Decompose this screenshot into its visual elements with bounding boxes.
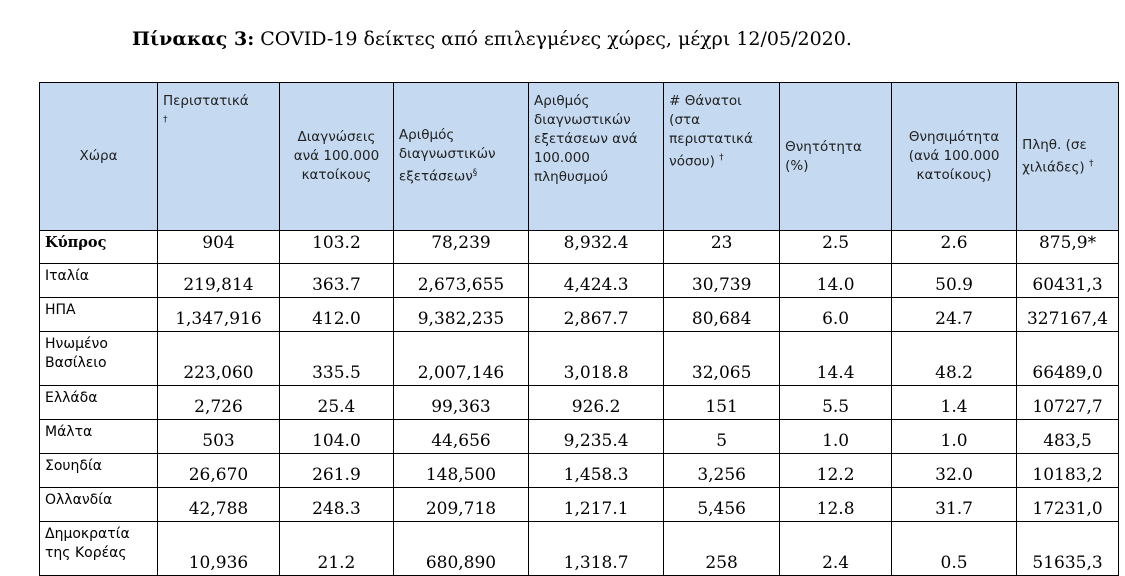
cell-tests-per-100k: 9,235.4 <box>529 420 664 454</box>
cell-diag-per-100k: 25.4 <box>279 386 393 420</box>
cell-tests-per-100k: 4,424.3 <box>529 264 664 298</box>
cell-cases: 42,788 <box>157 488 279 522</box>
table-row <box>40 488 1119 522</box>
cell-tests-per-100k: 1,458.3 <box>529 454 664 488</box>
cell-country: Μάλτα <box>40 420 158 454</box>
cell-cases: 219,814 <box>157 264 279 298</box>
header-diag-per-100k: Διαγνώσεις ανά 100.000 κατοίκους <box>279 83 393 231</box>
cell-country: Ελλάδα <box>40 386 158 420</box>
table-row <box>40 298 1119 332</box>
cell-cfr: 14.0 <box>780 264 892 298</box>
header-population: Πληθ. (σε χιλιάδες) † <box>1017 83 1119 231</box>
cell-country: ΗΠΑ <box>40 298 158 332</box>
cell-tests: 148,500 <box>393 454 528 488</box>
cell-mortality: 2.6 <box>892 231 1017 264</box>
header-tests: Αριθμός διαγνωστικών εξετάσεων§ <box>393 83 528 231</box>
table-row <box>40 264 1119 298</box>
cell-country: Ηνωμένο Βασίλειο <box>40 332 158 386</box>
cell-tests: 78,239 <box>393 231 528 264</box>
cell-diag-per-100k: 261.9 <box>279 454 393 488</box>
cell-population: 483,5 <box>1017 420 1119 454</box>
cell-country: Ιταλία <box>40 264 158 298</box>
cell-mortality: 50.9 <box>892 264 1017 298</box>
cell-deaths: 151 <box>664 386 780 420</box>
cell-cfr: 12.2 <box>780 454 892 488</box>
cell-cfr: 6.0 <box>780 298 892 332</box>
cell-country: Κύπρος <box>40 231 158 264</box>
table-row <box>40 231 1119 264</box>
cell-tests-per-100k: 8,932.4 <box>529 231 664 264</box>
cell-mortality: 31.7 <box>892 488 1017 522</box>
table-row <box>40 522 1119 576</box>
cell-deaths: 258 <box>664 522 780 576</box>
cell-diag-per-100k: 104.0 <box>279 420 393 454</box>
cell-deaths: 3,256 <box>664 454 780 488</box>
covid-indicators-table <box>39 82 1119 576</box>
cell-diag-per-100k: 103.2 <box>279 231 393 264</box>
cell-cases: 10,936 <box>157 522 279 576</box>
cell-population: 66489,0 <box>1017 332 1119 386</box>
cell-mortality: 1.0 <box>892 420 1017 454</box>
cell-population: 51635,3 <box>1017 522 1119 576</box>
cell-deaths: 30,739 <box>664 264 780 298</box>
cell-population: 10183,2 <box>1017 454 1119 488</box>
cell-mortality: 1.4 <box>892 386 1017 420</box>
header-country: Χώρα <box>40 83 158 231</box>
cell-cfr: 14.4 <box>780 332 892 386</box>
cell-cfr: 1.0 <box>780 420 892 454</box>
cell-tests-per-100k: 1,217.1 <box>529 488 664 522</box>
cell-deaths: 5 <box>664 420 780 454</box>
cell-population: 875,9* <box>1017 231 1119 264</box>
cell-population: 17231,0 <box>1017 488 1119 522</box>
cell-deaths: 5,456 <box>664 488 780 522</box>
cell-mortality: 32.0 <box>892 454 1017 488</box>
cell-cases: 26,670 <box>157 454 279 488</box>
header-row <box>40 83 1119 231</box>
cell-mortality: 24.7 <box>892 298 1017 332</box>
cell-tests: 99,363 <box>393 386 528 420</box>
table-row <box>40 332 1119 386</box>
header-cfr: Θνητότητα (%) <box>780 83 892 231</box>
cell-tests-per-100k: 1,318.7 <box>529 522 664 576</box>
cell-cases: 2,726 <box>157 386 279 420</box>
cell-tests-per-100k: 3,018.8 <box>529 332 664 386</box>
header-mortality: Θνησιμότητα (ανά 100.000 κατοίκους) <box>892 83 1017 231</box>
cell-tests-per-100k: 2,867.7 <box>529 298 664 332</box>
cell-deaths: 23 <box>664 231 780 264</box>
cell-cfr: 2.5 <box>780 231 892 264</box>
cell-tests: 2,007,146 <box>393 332 528 386</box>
table-row <box>40 420 1119 454</box>
cell-tests: 2,673,655 <box>393 264 528 298</box>
cell-diag-per-100k: 363.7 <box>279 264 393 298</box>
cell-diag-per-100k: 335.5 <box>279 332 393 386</box>
cell-tests-per-100k: 926.2 <box>529 386 664 420</box>
cell-country: Δημοκρατία της Κορέας <box>40 522 158 576</box>
cell-cases: 904 <box>157 231 279 264</box>
table-row <box>40 454 1119 488</box>
cell-cfr: 5.5 <box>780 386 892 420</box>
header-cases: Περιστατικά † <box>157 83 279 231</box>
caption-text: COVID-19 δείκτες από επιλεγμένες χώρες, μέχρι 12/05/2020. <box>254 28 852 50</box>
cell-population: 10727,7 <box>1017 386 1119 420</box>
table-caption <box>132 28 1032 50</box>
cell-diag-per-100k: 248.3 <box>279 488 393 522</box>
header-deaths: # Θάνατοι (στα περιστατικά νόσου) † <box>664 83 780 231</box>
cell-population: 60431,3 <box>1017 264 1119 298</box>
cell-tests: 44,656 <box>393 420 528 454</box>
cell-country: Ολλανδία <box>40 488 158 522</box>
cell-cfr: 12.8 <box>780 488 892 522</box>
cell-cases: 1,347,916 <box>157 298 279 332</box>
cell-tests: 9,382,235 <box>393 298 528 332</box>
cell-diag-per-100k: 412.0 <box>279 298 393 332</box>
cell-tests: 680,890 <box>393 522 528 576</box>
header-tests-per-100k: Αριθμός διαγνωστικών εξετάσεων ανά 100.000 πληθυσμού <box>529 83 664 231</box>
cell-deaths: 32,065 <box>664 332 780 386</box>
cell-diag-per-100k: 21.2 <box>279 522 393 576</box>
cell-mortality: 48.2 <box>892 332 1017 386</box>
cell-country: Σουηδία <box>40 454 158 488</box>
cell-tests: 209,718 <box>393 488 528 522</box>
cell-cases: 503 <box>157 420 279 454</box>
cell-cases: 223,060 <box>157 332 279 386</box>
cell-population: 327167,4 <box>1017 298 1119 332</box>
cell-mortality: 0.5 <box>892 522 1017 576</box>
cell-cfr: 2.4 <box>780 522 892 576</box>
cell-deaths: 80,684 <box>664 298 780 332</box>
table-row <box>40 386 1119 420</box>
caption-label: Πίνακας 3: <box>132 28 255 50</box>
